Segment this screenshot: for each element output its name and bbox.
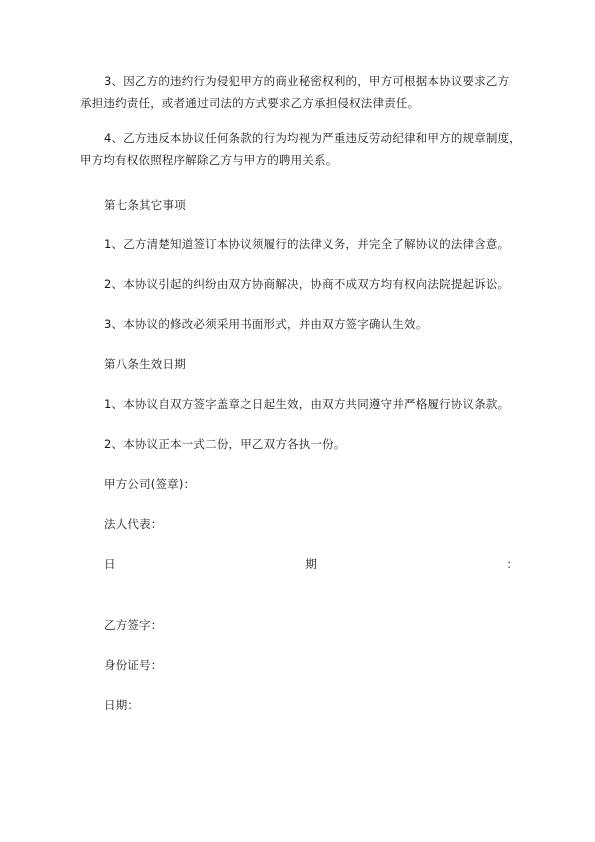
article-8-item-1: 1、本协议自双方签字盖章之日起生效，由双方共同遵守并严格履行协议条款。 (104, 397, 510, 411)
clause-4 (80, 127, 524, 171)
date-char-qi: 期 (305, 557, 317, 571)
article-7-item-3: 3、本协议的修改必须采用书面形式，并由双方签字确认生效。 (104, 317, 428, 331)
party-a-date-row (104, 553, 518, 575)
id-number-label: 身份证号： (104, 658, 163, 672)
clause-3-line-1: 3、因乙方的违约行为侵犯甲方的商业秘密权利的，甲方可根据本协议要求乙方 (104, 74, 510, 88)
party-b-signature-label: 乙方签字： (104, 618, 163, 632)
date-char-ri: 日 (104, 557, 116, 571)
article-7-title: 第七条其它事项 (104, 198, 186, 212)
clause-3-line-2: 承担违约责任，或者通过司法的方式要求乙方承担侵权法律责任。 (80, 96, 420, 110)
article-7-item-1: 1、乙方清楚知道签订本协议须履行的法律义务，并完全了解协议的法律含意。 (104, 237, 510, 251)
party-a-signature-label: 甲方公司(签章)： (104, 477, 196, 491)
party-b-date-label: 日期： (104, 698, 140, 712)
article-8-title: 第八条生效日期 (104, 357, 186, 371)
article-7-item-2: 2、本协议引起的纠纷由双方协商解决，协商不成双方均有权向法院提起诉讼。 (104, 277, 510, 291)
article-8-item-2: 2、本协议正本一式二份，甲乙双方各执一份。 (104, 437, 346, 451)
date-colon: ： (506, 557, 518, 571)
legal-representative-label: 法人代表： (104, 517, 163, 531)
clause-3 (80, 70, 524, 114)
clause-4-line-1: 4、乙方违反本协议任何条款的行为均视为严重违反劳动纪律和甲方的规章制度， (104, 131, 522, 145)
clause-4-line-2: 甲方均有权依照程序解除乙方与甲方的聘用关系。 (80, 153, 338, 167)
